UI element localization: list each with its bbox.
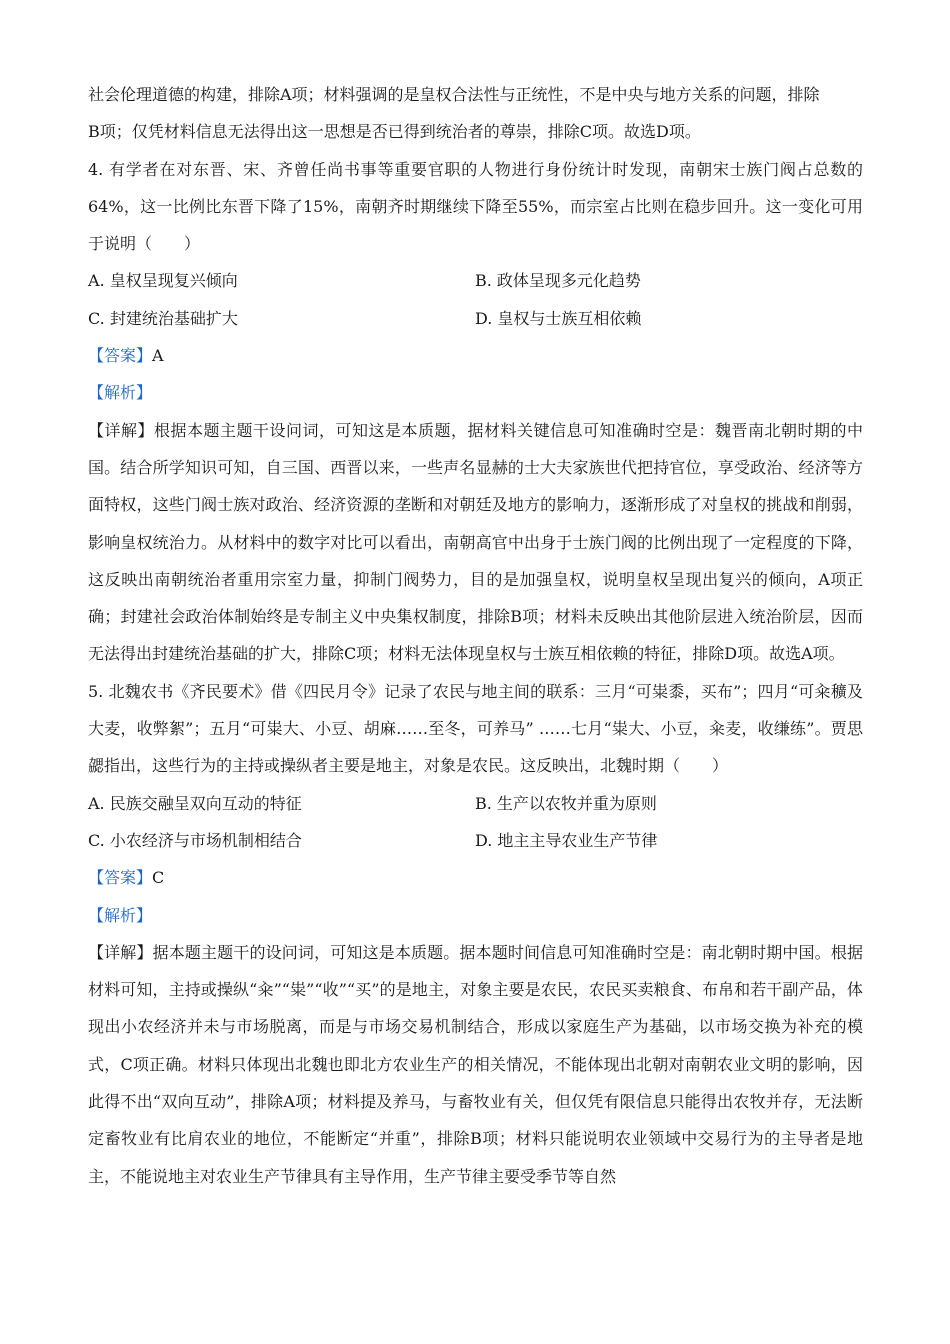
q5-analysis-tag: 【解析】	[88, 905, 153, 925]
q4-detail-text: 根据本题主题干设问词，可知这是本质题，据材料关键信息可知准确时空是：魏晋南北朝时期的中国。结合所学知识可知，自三国、西晋以来，一些声名显赫的士大夫家族世代把持官位，享受政治、经济等方面特权，这些门阀士族对政治、经济资源的垄断和对朝廷及地方的影响力，逐渐形成了对皇权的挑战和削弱，影响皇权统治力。从材料中的数字对比可以看出，南朝高官中出身于士族门阀的比例出现了一定程度的下降，这反映出南朝统治者重用宗室力量，抑制门阀势力，目的是加强皇权，说明皇权呈现出复兴的倾向，A项正确；封建社会政治体制始终是专制主义中央集权制度，排除B项；材料未反映出其他阶层进入统治阶层，因而无法得出封建统治基础的扩大，排除C项；材料无法体现皇权与士族互相依赖的特征，排除D项。故选A项。	[88, 420, 863, 664]
q4-analysis-heading	[88, 374, 863, 411]
q3-analysis-tail-line1: 社会伦理道德的构建，排除A项；材料强调的是皇权合法性与正统性，不是中央与地方关系的问题，排除	[88, 85, 820, 104]
q5-detail	[88, 934, 863, 1195]
q5-option-b: B. 生产以农牧并重为原则	[475, 793, 657, 813]
q5-option-c: C. 小农经济与市场机制相结合	[88, 830, 302, 850]
q4-option-c: C. 封建统治基础扩大	[88, 308, 238, 328]
q4-answer	[88, 337, 863, 374]
q5-analysis-heading	[88, 897, 863, 934]
q5-stem: 5. 北魏农书《齐民要术》借《四民月令》记录了农民与地主间的联系：三月“可粜黍，买布”；四月“可籴穬及大麦，收弊絮”；五月“可粜大、小豆、胡麻……至冬，可养马” ……七月“粜大、小豆，籴麦，收缣练”。贾思勰指出，这些行为的主持或操纵者主要是地主，对象是农民。这反映出，北魏时期（ ）	[88, 681, 863, 776]
q4-options-row-1	[88, 262, 863, 299]
q5-options-row-1	[88, 785, 863, 822]
q4-answer-tag: 【答案】	[88, 346, 153, 366]
q5-option-d: D. 地主主导农业生产节律	[475, 830, 658, 850]
q5-answer	[88, 859, 863, 896]
q3-analysis-tail-line2: B项；仅凭材料信息无法得出这一思想是否已得到统治者的尊崇，排除C项。故选D项。	[88, 122, 701, 142]
q5-options-row-2	[88, 822, 863, 859]
q4-option-a: A. 皇权呈现复兴倾向	[88, 271, 238, 291]
document-page	[88, 76, 863, 1195]
q5-option-a: A. 民族交融呈双向互动的特征	[88, 793, 302, 813]
q5-detail-tag: 【详解】	[88, 942, 153, 962]
q5-detail-text: 据本题主题干的设问词，可知这是本质题。据本题时间信息可知准确时空是：南北朝时期中国。根据材料可知，主持或操纵“籴”“粜”“收”“买”的是地主，对象主要是农民，农民买卖粮食、布帛和若干副产品，体现出小农经济并未与市场脱离，而是与市场交易机制结合，形成以家庭生产为基础，以市场交换为补充的模式，C项正确。材料只体现出北魏也即北方农业生产的相关情况，不能体现出北朝对南朝农业文明的影响，因此得不出“双向互动”，排除A项；材料提及养马，与畜牧业有关，但仅凭有限信息只能得出农牧并存，无法断定畜牧业有比肩农业的地位，不能断定“并重”，排除B项；材料只能说明农业领域中交易行为的主导者是地主，不能说地主对农业生产节律具有主导作用，生产节律主要受季节等自然	[88, 942, 863, 1186]
q4-detail-tag: 【详解】	[88, 420, 154, 440]
q4-option-b: B. 政体呈现多元化趋势	[475, 271, 641, 291]
q4-option-d: D. 皇权与士族互相依赖	[475, 308, 642, 328]
q4-analysis-tag: 【解析】	[88, 383, 153, 403]
q4-stem: 4. 有学者在对东晋、宋、齐曾任尚书事等重要官职的人物进行身份统计时发现，南朝宋士族门阀占总数的64%，这一比例比东晋下降了15%，南朝齐时期继续下降至55%，而宗室占比则在稳步回升。这一变化可用于说明（ ）	[88, 159, 863, 254]
q5-answer-tag: 【答案】	[88, 868, 153, 888]
q4-detail	[88, 412, 863, 673]
q4-options-row-2	[88, 300, 863, 337]
q5-answer-value: C	[152, 868, 165, 888]
q4-answer-value: A	[152, 346, 164, 366]
